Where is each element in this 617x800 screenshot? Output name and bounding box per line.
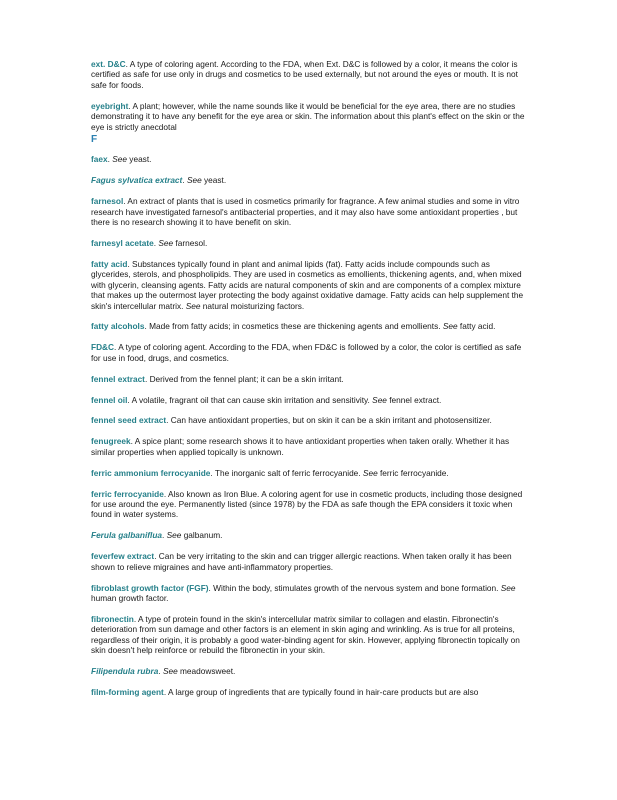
- entry-term: fennel extract: [91, 373, 145, 384]
- entry-farnesyl-acetate: farnesyl acetate. See farnesol.: [91, 237, 208, 248]
- entry-definition: . Substances typically found in plant and animal lipids (fat). Fatty acids include compounds such as glycerides, sterols, and phospholipids. They are used in cosmetics as emollients, thickening agents, and, when mixed with glycerin, cleansing agents. Fatty acids are natural components of skin and are components of a complex mixture that makes up the outermost layer protecting the body against oxidative damage. Fatty acids can help supplement the skin's intercellular matrix.: [91, 258, 524, 311]
- entry-term: fibronectin: [91, 613, 134, 624]
- entry-term: Ferula galbaniflua: [91, 530, 162, 541]
- entry-term: FD&C: [91, 342, 115, 353]
- entry-term: film-forming agent: [91, 686, 164, 697]
- entry-fagus-sylvatica: Fagus sylvatica extract. See yeast.: [91, 175, 227, 186]
- entry-fennel-seed-extract: [91, 415, 527, 425]
- entry-feverfew-extract: [91, 551, 527, 572]
- entry-term: fatty alcohols: [91, 321, 145, 332]
- cross-reference: ferric ferrocyanide.: [377, 467, 449, 478]
- entry-term: faex: [91, 154, 108, 165]
- entry-definition: . Can be very irritating to the skin and can trigger allergic reactions. When taken orally it has been shown to relieve migraines and have anti-inflammatory properties.: [91, 551, 512, 572]
- entry-ferric-ammonium-ferrocyanide: [91, 468, 527, 478]
- entry-definition: . A large group of ingredients that are typically found in hair-care products but are also: [163, 686, 479, 697]
- section-letter: F: [91, 134, 98, 146]
- entry-term: ferric ferrocyanide: [91, 488, 164, 499]
- entry-fdc: [91, 342, 527, 363]
- entry-definition: . An extract of plants that is used in cosmetics primarily for fragrance. A few animal studies and some in vitro research have investigated farnesol's antibacterial properties, and it may also have some antioxidant properties , but there is no research showing it to have benefit on skin.: [91, 196, 520, 228]
- entry-fenugreek: [91, 436, 527, 457]
- see-reference: See: [500, 582, 516, 593]
- see-reference: See: [112, 154, 127, 165]
- cross-reference: fatty acid.: [457, 321, 496, 332]
- entry-ferric-ferrocyanide: [91, 489, 527, 520]
- entry-term: ext. D&C: [91, 59, 126, 69]
- cross-reference: farnesol.: [173, 237, 208, 248]
- entry-term: ferric ammonium ferrocyanide: [91, 467, 211, 478]
- entry-term: farnesyl acetate: [91, 237, 154, 248]
- see-reference: See: [186, 175, 202, 186]
- entry-term: eyebright: [91, 100, 129, 111]
- entry-fennel-oil: [91, 395, 527, 405]
- entry-definition: . Can have antioxidant properties, but on skin it can be a skin irritant and photosensitizer.: [166, 415, 492, 426]
- cross-reference: galbanum.: [181, 530, 223, 541]
- see-reference: See: [442, 321, 458, 332]
- entry-faex: faex. See yeast.: [91, 154, 152, 165]
- entry-filipendula-rubra: Filipendula rubra. See meadowsweet.: [91, 665, 236, 676]
- entry-definition: . A plant; however, while the name sounds like it would be beneficial for the eye area, there are no studies demonstrating it to have any benefit for the eye area or skin. The information about this plant's effect on the skin or the eye is strictly anecdotal: [91, 100, 525, 132]
- entry-definition: . Made from fatty acids; in cosmetics these are thickening agents and emollients.: [144, 321, 443, 332]
- entry-ferula-galbaniflua: Ferula galbaniflua. See galbanum.: [91, 530, 223, 541]
- entry-term: fatty acid: [91, 258, 128, 269]
- entry-definition: . A type of coloring agent. According to the FDA, when FD&C is followed by a color, the color is certified as safe for use in food, drugs, and cosmetics.: [91, 342, 522, 363]
- entry-definition: . A type of coloring agent. According to the FDA, when Ext. D&C is followed by a color, it means the color is certified as safe for use only in drugs and cosmetics to be used externally, but not around the eyes or mouth. It is not safe for foods.: [91, 59, 518, 90]
- entry-term: farnesol: [91, 196, 124, 207]
- entry-fibroblast-growth-factor: [91, 583, 527, 604]
- entry-farnesol: [91, 196, 527, 227]
- entry-definition: . A volatile, fragrant oil that can cause skin irritation and sensitivity.: [127, 394, 373, 405]
- entry-term: fenugreek: [91, 436, 131, 447]
- cross-reference: yeast.: [201, 175, 227, 186]
- entry-definition: . Within the body, stimulates growth of the nervous system and bone formation.: [208, 582, 501, 593]
- entry-definition: . A spice plant; some research shows it to have antioxidant properties when taken orally. Whether it has similar properties when applied topically is unknown.: [91, 436, 510, 457]
- see-reference: See: [166, 530, 182, 541]
- see-reference: See: [372, 394, 387, 405]
- entry-definition: . The inorganic salt of ferric ferrocyanide.: [210, 467, 363, 478]
- cross-reference: fennel extract.: [386, 394, 442, 405]
- entry-term: fennel seed extract: [91, 415, 167, 426]
- cross-reference: human growth factor.: [91, 592, 169, 603]
- see-reference: See: [162, 665, 178, 676]
- entry-term: feverfew extract: [91, 551, 155, 562]
- cross-reference: meadowsweet.: [177, 665, 236, 676]
- cross-reference: yeast.: [127, 154, 152, 165]
- entry-term: fibroblast growth factor (FGF): [91, 582, 209, 593]
- entry-term: fennel oil: [91, 394, 128, 405]
- entry-fatty-acid: [91, 259, 527, 311]
- entry-film-forming-agent: [91, 687, 527, 697]
- entry-term: Fagus sylvatica extract: [91, 175, 183, 186]
- cross-reference: natural moisturizing factors.: [200, 300, 305, 311]
- entry-eyebright: [91, 101, 527, 132]
- see-reference: See: [158, 237, 174, 248]
- entry-term: Filipendula rubra: [91, 665, 159, 676]
- glossary-page: [91, 59, 527, 708]
- entry-fennel-extract: [91, 374, 527, 384]
- see-reference: See: [185, 300, 201, 311]
- entry-definition: . Derived from the fennel plant; it can be a skin irritant.: [144, 373, 344, 384]
- entry-definition: . A type of protein found in the skin's intercellular matrix similar to collagen and elastin. Fibronectin's deterioration from sun damage and other factors is an element in skin aging and wrinkling. As is true for all proteins, regardless of their origin, it is probably a good water-binding agent for skin. However, applying fibronectin topically on skin doesn't help reinforce or rebuild the fibronectin in your skin.: [91, 613, 520, 656]
- entry-ext-dc: [91, 59, 527, 90]
- entry-definition: . Also known as Iron Blue. A coloring agent for use in cosmetic products, including those designed for use around the eye. Permanently listed (since 1978) by the FDA as safe though the EPA considers it toxic when found in water systems.: [91, 488, 523, 520]
- entry-fatty-alcohols: [91, 321, 527, 331]
- entry-fibronectin: [91, 614, 527, 656]
- see-reference: See: [362, 467, 378, 478]
